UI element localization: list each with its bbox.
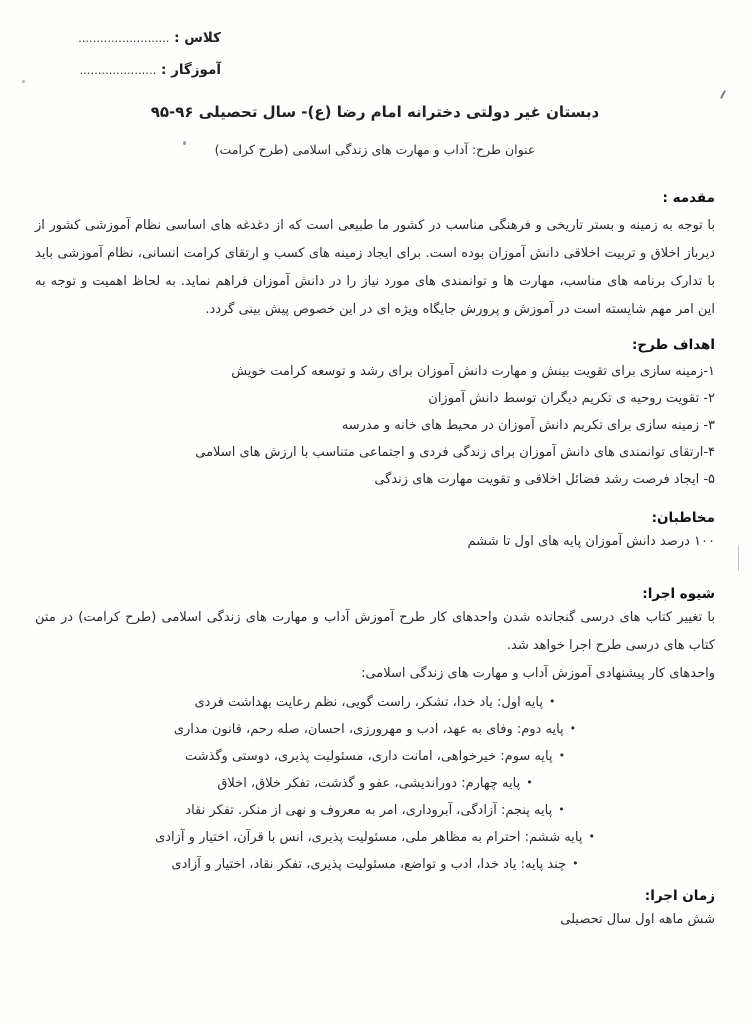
units-list <box>35 689 715 878</box>
goal-item: ۵- ایجاد فرصت رشد فضائل اخلاقی و تقویت مهارت های زندگی <box>374 472 715 487</box>
scan-artifact <box>720 90 726 99</box>
teacher-field <box>78 54 221 86</box>
unit-item <box>35 770 715 797</box>
unit-item <box>35 743 715 770</box>
method-lead-line: واحدهای کار پیشنهادی آموزش آداب و مهارت های زندگی اسلامی: <box>361 666 715 681</box>
unit-item-text: پایه دوم: وفای به عهد، ادب و مهرورزی، احسان، صله رحم، قانون مداری <box>173 722 564 737</box>
bullet-icon: • <box>588 830 595 843</box>
section-heading-method: شیوه اجرا: <box>642 586 715 602</box>
intro-paragraph: با توجه به زمینه و بستر تاریخی و فرهنگی مناسب در کشور ما طبیعی است که از دغدغه های اساسی نظام آموزشی کشور از دیرباز اخلاق و تربیت اخلاقی دانش آموزان بوده است. برای ایجاد زمینه های کسب و ارتقای کرامت انسانی، نظام آموزشی باید با تدارک برنامه های مناسب، مهارت ها و توانمندی های مورد نیاز را در دانش آموزان فراهم نماید. به لحاظ اهمیت و توجه به این امر مهم شایسته است در آموزش و پرورش جایگاه ویژه ای در این خصوص پیش بینی گردد. <box>35 218 715 317</box>
bullet-icon: • <box>558 803 565 816</box>
unit-item-text: پایه پنجم: آزادگی، آبروداری، امر به معروف و نهی از منکر. تفکر نقاد <box>185 803 553 818</box>
class-field <box>78 22 221 54</box>
teacher-field-label: آموزگار : <box>160 62 221 78</box>
class-field-blank: ......................... <box>78 31 170 45</box>
section-heading-schedule: زمان اجرا: <box>644 888 715 904</box>
scan-artifact <box>22 80 25 83</box>
goal-item: ۱-زمینه سازی برای تقویت بینش و مهارت دانش آموزان برای رشد و توسعه کرامت خویش <box>231 364 715 379</box>
section-heading-audience: مخاطبان: <box>651 510 715 526</box>
unit-item-text: پایه اول: یاد خدا، تشکر، راست گویی، نظم رعایت بهداشت فردی <box>194 695 543 710</box>
unit-item-text: پایه چهارم: دوراندیشی، عفو و گذشت، تفکر خلاق، اخلاق <box>217 776 521 791</box>
scan-artifact <box>183 141 186 145</box>
class-field-label: کلاس : <box>174 30 221 46</box>
scan-artifact <box>738 545 739 571</box>
bullet-icon: • <box>558 749 566 762</box>
unit-item-text: پایه سوم: خیرخواهی، امانت داری، مسئولیت پذیری، دوستی وگذشت <box>184 749 553 764</box>
school-title: دبستان غیر دولتی دخترانه امام رضا (ع)- سال تحصیلی ۹۶-۹۵ <box>150 103 600 121</box>
goal-item: ۳- زمینه سازی برای تکریم دانش آموزان در محیط های خانه و مدرسه <box>341 418 715 433</box>
audience-text: ۱۰۰ درصد دانش آموزان پایه های اول تا ششم <box>467 534 715 549</box>
bullet-icon: • <box>572 857 579 870</box>
bullet-icon: • <box>526 776 533 789</box>
teacher-field-blank: ..................... <box>79 63 157 77</box>
unit-item <box>35 824 715 851</box>
unit-item <box>35 716 715 743</box>
unit-item <box>35 689 715 716</box>
section-heading-intro: مقدمه : <box>662 190 715 206</box>
bullet-icon: • <box>548 695 556 708</box>
unit-item <box>35 797 715 824</box>
unit-item-text: چند پایه: یاد خدا، ادب و تواضع، مسئولیت پذیری، تفکر نقاد، اختیار و آزادی <box>171 857 567 872</box>
section-heading-goals: اهداف طرح: <box>631 337 715 353</box>
plan-title: عنوان طرح: آداب و مهارت های زندگی اسلامی (طرح کرامت) <box>214 142 536 157</box>
schedule-text: شش ماهه اول سال تحصیلی <box>560 912 715 927</box>
goal-item: ۴-ارتقای توانمندی های دانش آموزان برای زندگی فردی و اجتماعی متناسب با ارزش های اسلامی <box>195 445 715 460</box>
goals-list <box>35 358 715 493</box>
goal-item: ۲- تقویت روحیه ی تکریم دیگران توسط دانش آموزان <box>428 391 715 406</box>
unit-item-text: پایه ششم: احترام به مظاهر ملی، مسئولیت پذیری، انس با قرآن، اختیار و آزادی <box>155 830 583 845</box>
header-fields <box>78 22 221 86</box>
unit-item <box>35 851 715 878</box>
bullet-icon: • <box>569 722 577 735</box>
method-paragraph: با تغییر کتاب های درسی گنجانده شدن واحدهای کار طرح آموزش آداب و مهارت های زندگی اسلامی (طرح کرامت) در متن کتاب های درسی طرح اجرا خواهد شد. <box>35 610 715 653</box>
